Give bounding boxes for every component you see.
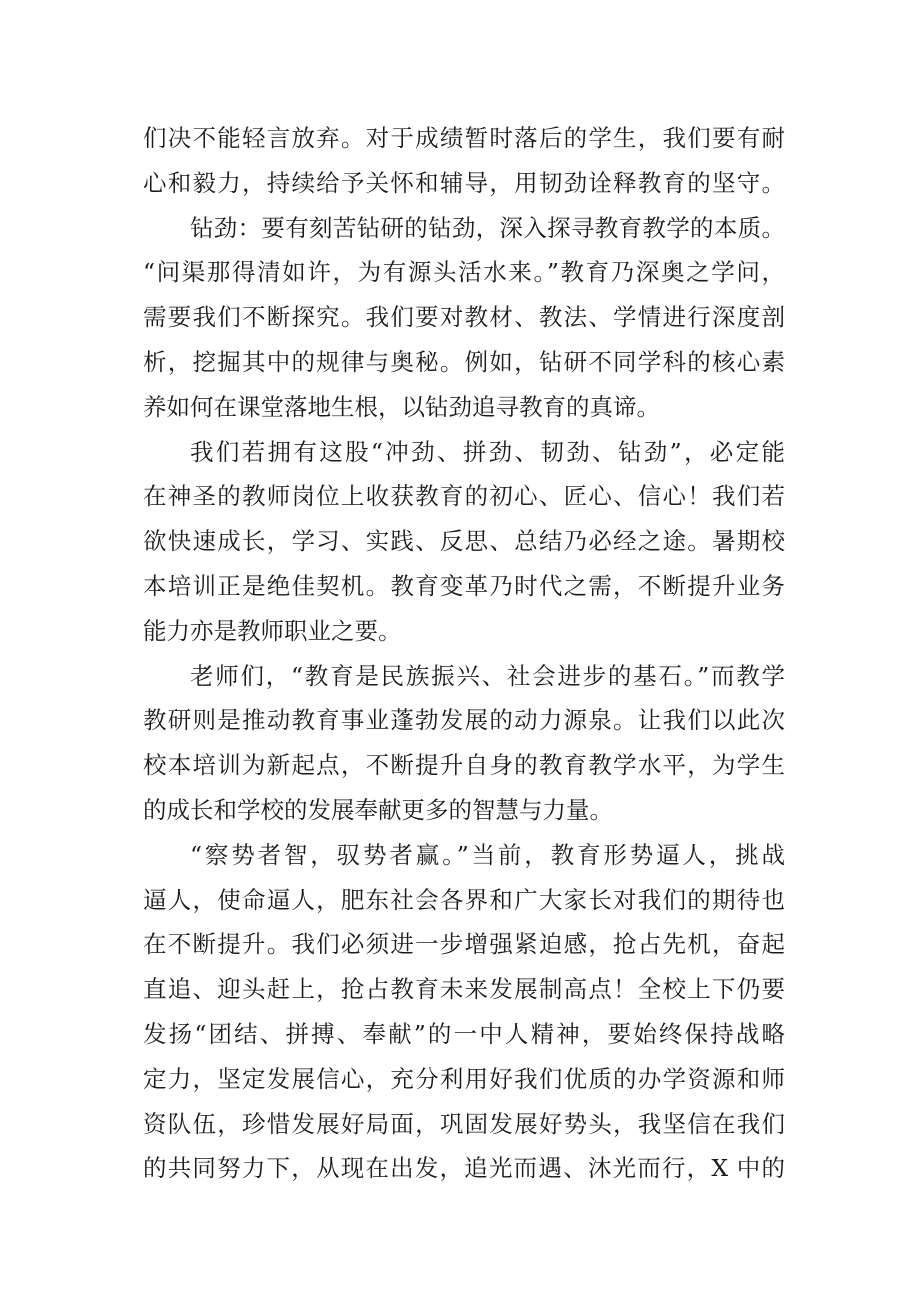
text-line: 在不断提升。我们必须进一步增强紧迫感，抢占先机，奋起 [143,930,785,959]
text-line: “察势者智，驭势者赢。”当前，教育形势逼人，挑战 [190,840,785,869]
body-text [143,116,785,1191]
text-line: 心和毅力，持续给予关怀和辅导，用韧劲诠释教育的坚守。 [143,168,785,197]
text-line: 析，挖掘其中的规律与奥秘。例如，钻研不同学科的核心素 [143,347,785,376]
text-line: 校本培训为新起点，不断提升自身的教育教学水平，为学生 [143,751,785,780]
text-line: 资队伍，珍惜发展好局面，巩固发展好势头，我坚信在我们 [143,1109,785,1138]
text-line: 发扬“团结、拼搏、奉献”的一中人精神，要始终保持战略 [143,1019,785,1048]
text-line: 本培训正是绝佳契机。教育变革乃时代之需，不断提升业务 [143,571,785,600]
text-line: 能力亦是教师职业之要。 [143,616,402,645]
text-line: 在神圣的教师岗位上收获教育的初心、匠心、信心！我们若 [143,482,785,511]
text-line: 的共同努力下，从现在出发，追光而遇、沐光而行，X 中的 [143,1154,785,1183]
text-line: 欲快速成长，学习、实践、反思、总结乃必经之途。暑期校 [143,527,785,556]
text-line: 的成长和学校的发展奉献更多的智慧与力量。 [143,795,613,824]
text-line: 们决不能轻言放弃。对于成绩暂时落后的学生，我们要有耐 [143,124,785,152]
text-line: 教研则是推动教育事业蓬勃发展的动力源泉。让我们以此次 [143,706,785,735]
text-line: 养如何在课堂落地生根，以钻劲追寻教育的真谛。 [143,392,660,421]
text-line: 需要我们不断探究。我们要对教材、教法、学情进行深度剖 [143,303,785,332]
text-line: 我们若拥有这股“冲劲、拼劲、韧劲、钻劲”，必定能 [190,437,785,466]
text-line: 钻劲：要有刻苦钻研的钻劲，深入探寻教育教学的本质。 [190,213,785,242]
text-line: “问渠那得清如许，为有源头活水来。”教育乃深奥之学问， [143,258,785,287]
text-line: 老师们，“教育是民族振兴、社会进步的基石。”而教学 [190,661,785,690]
text-line: 定力，坚定发展信心，充分利用好我们优质的办学资源和师 [143,1064,785,1093]
text-line: 直追、迎头赶上，抢占教育未来发展制高点！全校上下仍要 [143,975,785,1004]
text-line: 逼人，使命逼人，肥东社会各界和广大家长对我们的期待也 [143,885,785,914]
